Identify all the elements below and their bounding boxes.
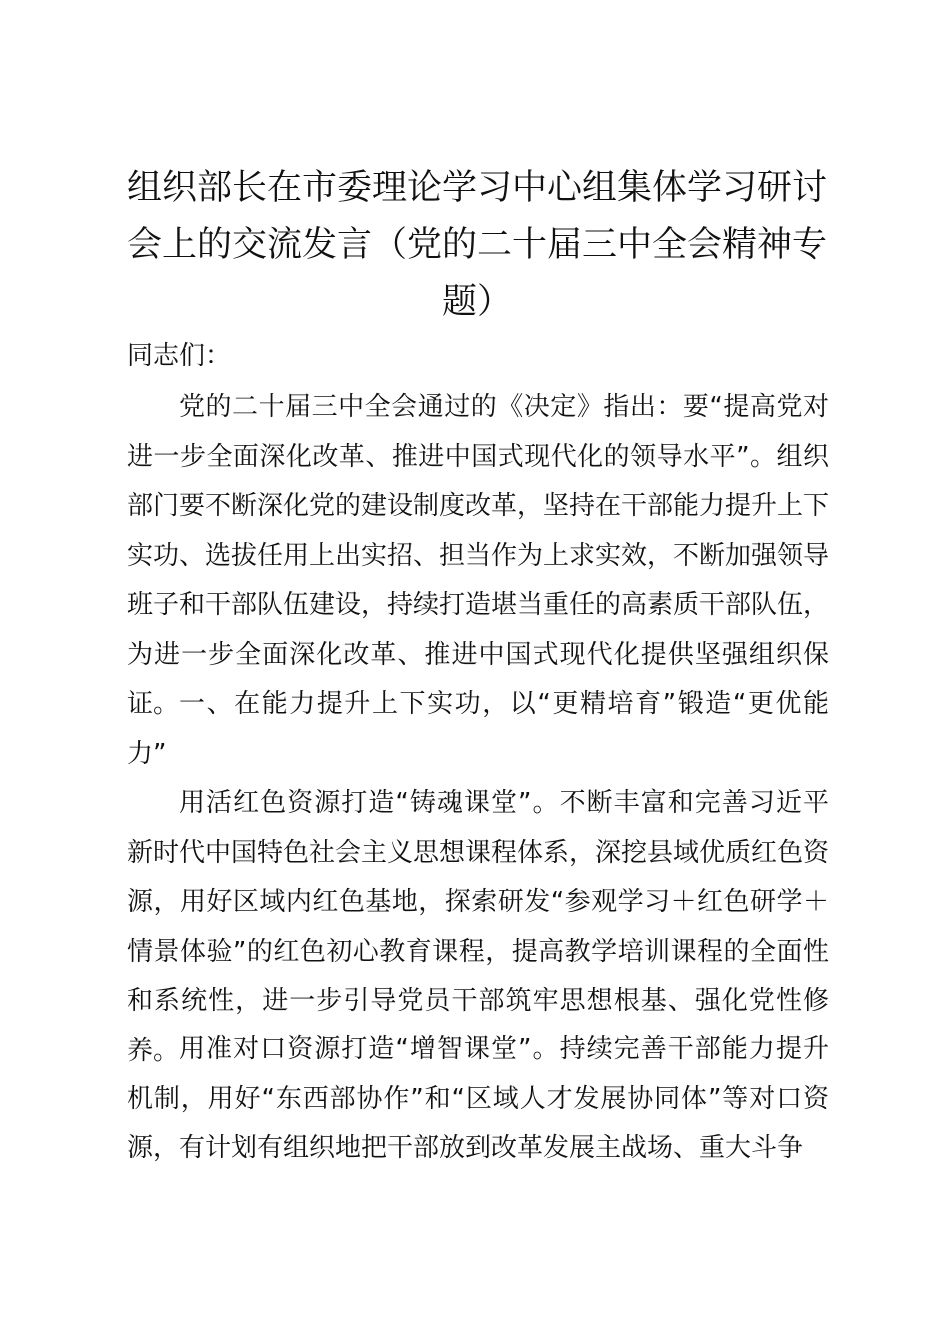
paragraph-counterpart-resources: 用准对口资源打造“增智课堂”。持续完善干部能力提升机制，用好“东西部协作”和“区域人才发展协同体”等对口资源，有计划有组织地把干部放到改革发展主战场、重大斗争 [127,1034,829,1163]
salutation: 同志们： [127,341,232,371]
paragraph-intro: 党的二十届三中全会通过的《决定》指出：要“提高党对进一步全面深化改革、推进中国式现代化的领导水平”。组织部门要不断深化党的建设制度改革，坚持在干部能力提升上下实功、选拔任用上出实招、担当作为上求实效，不断加强领导班子和干部队伍建设，持续打造堪当重任的高素质干部队伍，为进一步全面深化改革、推进中国式现代化提供坚强组织保证。 [127,392,830,719]
paragraph-red-resources: 用活红色资源打造“铸魂课堂”。不断丰富和完善习近平新时代中国特色社会主义思想课程体系，深挖县域优质红色资源，用好区域内红色基地，探索研发“参观学习＋红色研学＋情景体验”的红色初心教育课程，提高教学培训课程的全面性和系统性，进一步引导党员干部筑牢思想根基、强化党性修养。 [127,788,830,1066]
section-heading-1: 一、在能力提升上下实功，以“更精培育”锻造“更优能力” [127,689,829,769]
document-title: 组织部长在市委理论学习中心组集体学习研讨会上的交流发言（党的二十届三中全会精神专题） [126,168,827,322]
